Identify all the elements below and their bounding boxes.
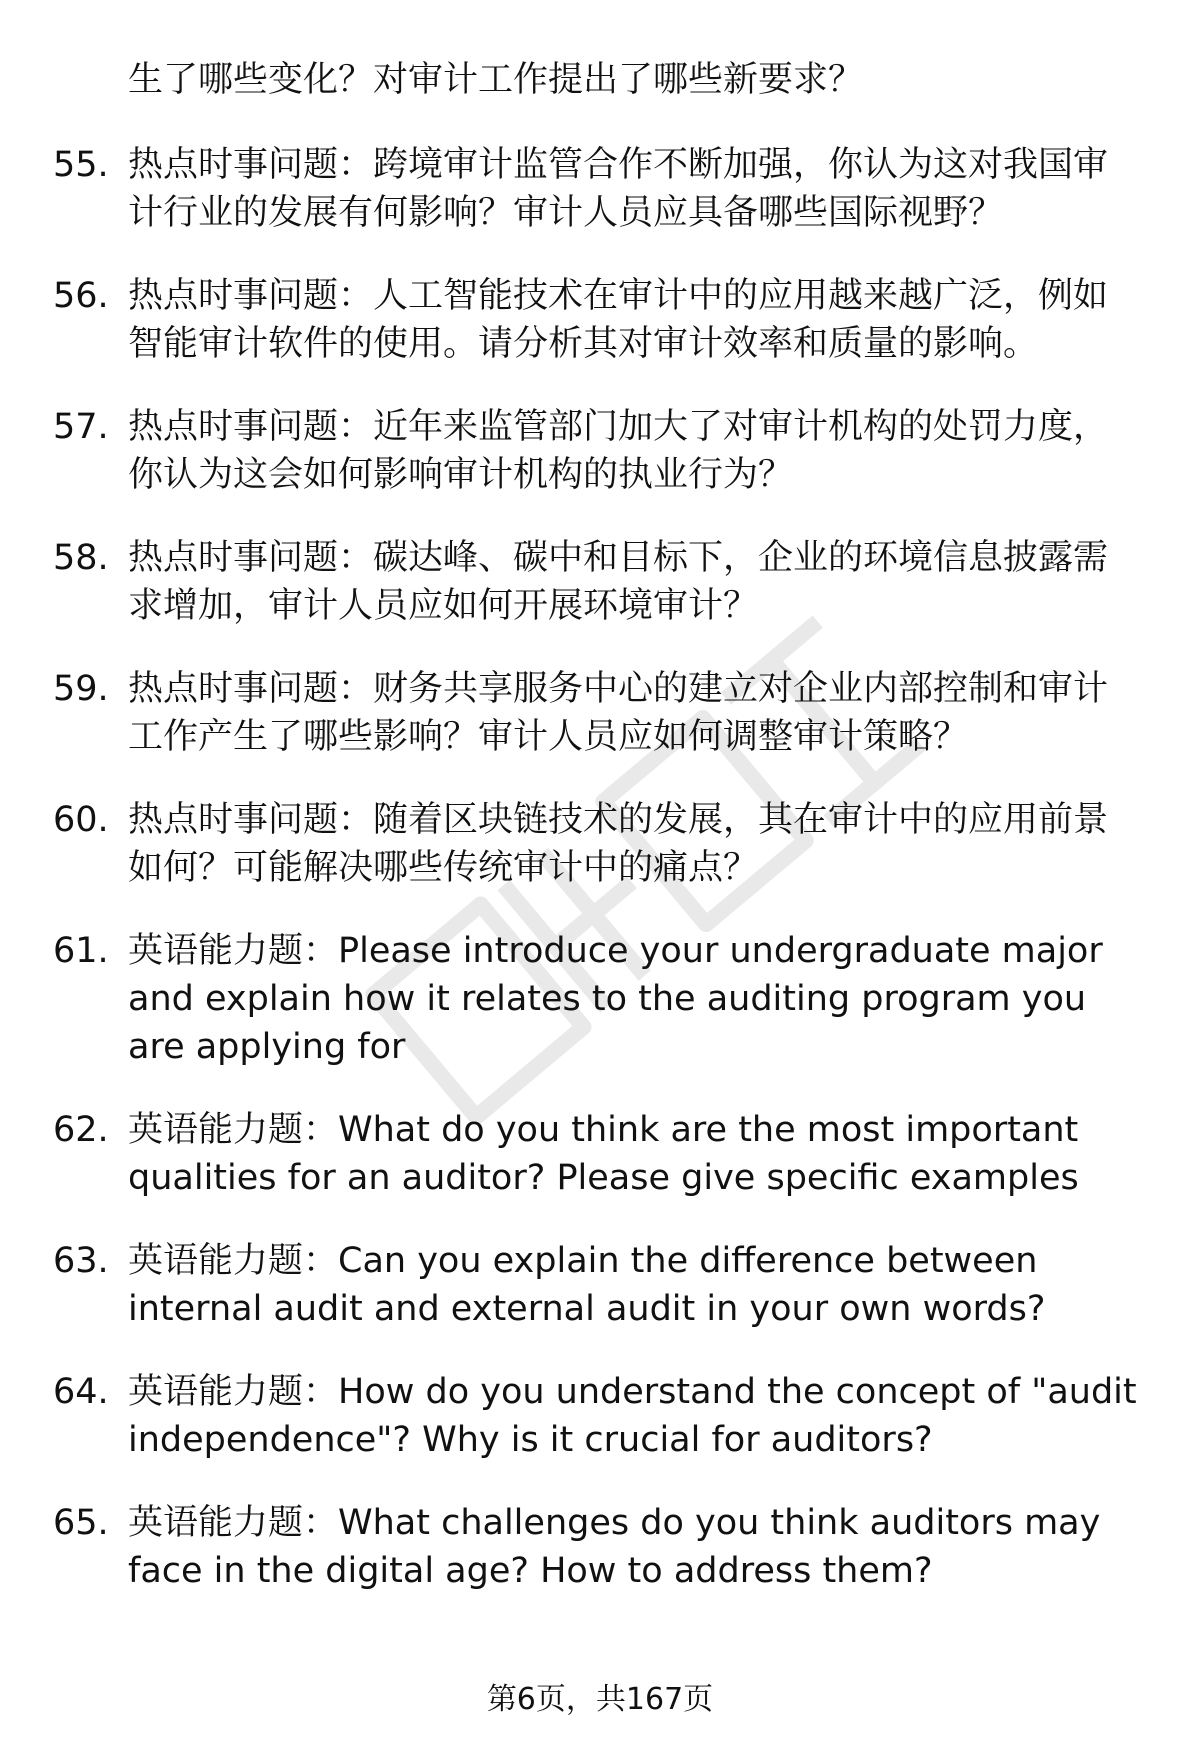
question-number: 58. (53, 538, 109, 578)
question-item (0, 1106, 1200, 1202)
question-text: 热点时事问题：人工智能技术在审计中的应用越来越广泛，例如智能审计软件的使用。请分析其对审计效率和质量的影响。 (128, 276, 1109, 364)
question-text: 英语能力题：Can you explain the difference between internal audit and external audit in your own words? (128, 1241, 1046, 1329)
question-text: 热点时事问题：财务共享服务中心的建立对企业内部控制和审计工作产生了哪些影响？审计人员应如何调整审计策略？ (128, 669, 1109, 757)
question-text: 英语能力题：Please introduce your undergraduate major and explain how it relates to the auditing program you are applying for (128, 931, 1103, 1067)
question-text: 英语能力题：What do you think are the most important qualities for an auditor? Please give specific examples (128, 1110, 1079, 1198)
question-text: 热点时事问题：碳达峰、碳中和目标下，企业的环境信息披露需求增加，审计人员应如何开展环境审计？ (128, 538, 1109, 626)
question-item (0, 141, 1200, 237)
question-text: 热点时事问题：随着区块链技术的发展，其在审计中的应用前景如何？可能解决哪些传统审计中的痛点？ (128, 800, 1109, 888)
question-item (0, 272, 1200, 368)
question-text: 热点时事问题：跨境审计监管合作不断加强，你认为这对我国审计行业的发展有何影响？审计人员应具备哪些国际视野？ (128, 145, 1109, 233)
question-item (0, 796, 1200, 892)
question-list (0, 141, 1200, 1630)
page-footer: 第6页，共167页 (486, 1682, 714, 1717)
question-number: 60. (53, 800, 109, 840)
continuation-text: 生了哪些变化？对审计工作提出了哪些新要求？ (128, 60, 864, 100)
question-number: 62. (53, 1110, 109, 1150)
question-item (0, 1237, 1200, 1333)
question-text: 英语能力题：How do you understand the concept of "audit independence"? Why is it crucial for auditors? (128, 1372, 1137, 1460)
question-item (0, 403, 1200, 499)
question-number: 65. (53, 1503, 109, 1543)
question-item (0, 1368, 1200, 1464)
question-number: 63. (53, 1241, 109, 1281)
question-number: 56. (53, 276, 109, 316)
question-text: 英语能力题：What challenges do you think auditors may face in the digital age? How to address them? (128, 1503, 1101, 1591)
question-item (0, 1499, 1200, 1595)
question-number: 59. (53, 669, 109, 709)
question-number: 61. (53, 931, 109, 971)
question-item (0, 665, 1200, 761)
question-item (0, 927, 1200, 1071)
question-number: 64. (53, 1372, 109, 1412)
question-item (0, 534, 1200, 630)
question-number: 55. (53, 145, 109, 185)
question-text: 热点时事问题：近年来监管部门加大了对审计机构的处罚力度，你认为这会如何影响审计机构的执业行为？ (128, 407, 1109, 495)
question-number: 57. (53, 407, 109, 447)
